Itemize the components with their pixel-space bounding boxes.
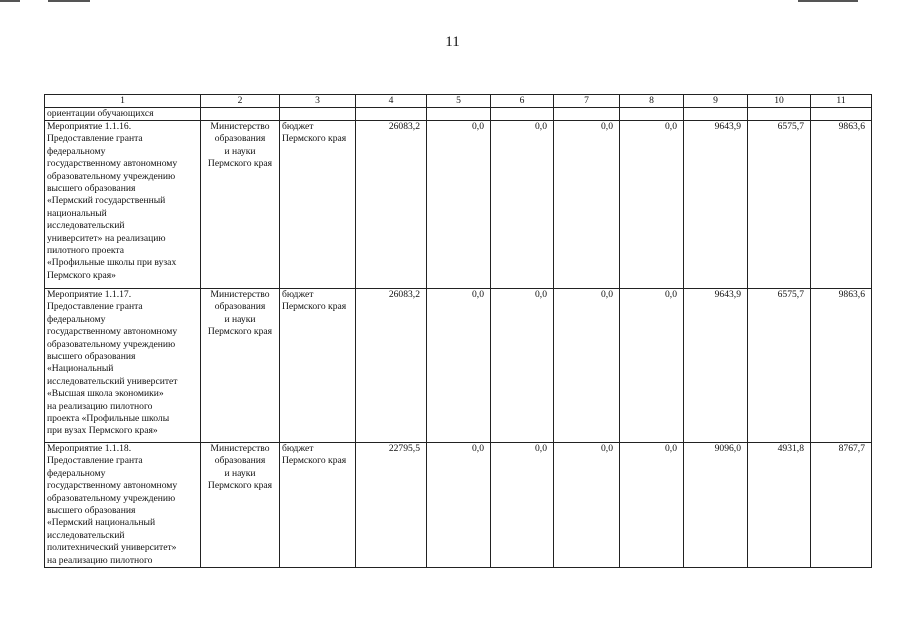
column-header-9: 9 bbox=[684, 95, 748, 108]
measure-name-line: Пермского края» bbox=[47, 269, 116, 281]
table-body bbox=[45, 95, 872, 568]
column-header-8: 8 bbox=[620, 95, 684, 108]
funding-source-line: Пермского края bbox=[282, 133, 347, 145]
measure-name-line: при вузах Пермского края» bbox=[47, 425, 158, 437]
executor-line: Министерство bbox=[210, 121, 270, 132]
continuation-row bbox=[45, 108, 872, 121]
measure-name-line: «Пермский национальный bbox=[47, 517, 156, 529]
measure-name-line: Предоставление гранта bbox=[47, 455, 143, 467]
measure-name-line: «Национальный bbox=[47, 363, 114, 375]
page-number: 11 bbox=[445, 34, 460, 50]
column-header-4: 4 bbox=[356, 95, 427, 108]
measure-name-line: федеральному bbox=[47, 467, 106, 479]
value-col-7: 0,0 bbox=[554, 289, 620, 443]
measure-name-line: высшего образования bbox=[47, 505, 136, 517]
value-col-9: 9096,0 bbox=[684, 443, 748, 568]
measure-name-line: на реализацию пилотного bbox=[47, 554, 153, 566]
measure-name bbox=[45, 443, 201, 568]
column-header-2: 2 bbox=[201, 95, 280, 108]
table-row bbox=[45, 289, 872, 443]
funding-source bbox=[280, 121, 356, 289]
measure-name-line: федеральному bbox=[47, 145, 106, 157]
column-header-10: 10 bbox=[748, 95, 811, 108]
funding-source-line: Пермского края bbox=[282, 301, 347, 313]
executor bbox=[201, 289, 280, 443]
measure-name-line: федеральному bbox=[47, 313, 106, 325]
continuation-text: ориентации обучающихся bbox=[45, 108, 201, 121]
scan-top-edge bbox=[0, 0, 905, 3]
funding-source-line: Пермского края bbox=[282, 455, 347, 467]
table-row bbox=[45, 121, 872, 289]
value-col-10: 6575,7 bbox=[748, 121, 811, 289]
measure-name-line: «Профильные школы при вузах bbox=[47, 257, 177, 269]
value-col-11: 9863,6 bbox=[811, 121, 872, 289]
scan-edge-segment bbox=[48, 0, 90, 2]
value-col-6: 0,0 bbox=[491, 121, 554, 289]
measure-name-line: «Пермский государственный bbox=[47, 195, 166, 207]
budget-table bbox=[44, 94, 872, 568]
value-col-4: 22795,5 bbox=[356, 443, 427, 568]
measure-name-line: исследовательский bbox=[47, 529, 125, 541]
measure-name-line: «Высшая школа экономики» bbox=[47, 388, 164, 400]
value-col-9: 9643,9 bbox=[684, 289, 748, 443]
value-col-8: 0,0 bbox=[620, 289, 684, 443]
value-col-6: 0,0 bbox=[491, 443, 554, 568]
measure-name-line: Мероприятие 1.1.16. bbox=[47, 121, 132, 132]
measure-name-line: государственному автономному bbox=[47, 480, 178, 492]
measure-name-line: Предоставление гранта bbox=[47, 301, 143, 313]
measure-name-line: политехнический университет» bbox=[47, 542, 177, 554]
value-col-7: 0,0 bbox=[554, 443, 620, 568]
executor-line: Пермского края bbox=[207, 158, 273, 170]
column-number-row bbox=[45, 95, 872, 108]
measure-name-line: университет» на реализацию bbox=[47, 232, 166, 244]
measure-name-line: Предоставление гранта bbox=[47, 133, 143, 145]
value-col-4: 26083,2 bbox=[356, 289, 427, 443]
table-row bbox=[45, 443, 872, 568]
executor-line: образования bbox=[214, 455, 266, 467]
measure-name-line: на реализацию пилотного bbox=[47, 400, 153, 412]
value-col-11: 8767,7 bbox=[811, 443, 872, 568]
measure-name-line: образовательному учреждению bbox=[47, 492, 176, 504]
value-col-5: 0,0 bbox=[427, 289, 491, 443]
measure-name-line: государственному автономному bbox=[47, 158, 178, 170]
value-col-9: 9643,9 bbox=[684, 121, 748, 289]
executor-line: Министерство bbox=[210, 443, 270, 454]
value-col-8: 0,0 bbox=[620, 121, 684, 289]
value-col-11: 9863,6 bbox=[811, 289, 872, 443]
funding-source bbox=[280, 443, 356, 568]
measure-name-line: национальный bbox=[47, 207, 107, 219]
executor-line: и науки bbox=[224, 145, 256, 157]
column-header-3: 3 bbox=[280, 95, 356, 108]
funding-source bbox=[280, 289, 356, 443]
column-header-6: 6 bbox=[491, 95, 554, 108]
executor-line: образования bbox=[214, 301, 266, 313]
column-header-7: 7 bbox=[554, 95, 620, 108]
executor-line: и науки bbox=[224, 313, 256, 325]
funding-source-line: бюджет bbox=[282, 443, 314, 454]
measure-name-line: исследовательский университет bbox=[47, 375, 178, 387]
value-col-4: 26083,2 bbox=[356, 121, 427, 289]
funding-source-line: бюджет bbox=[282, 121, 314, 132]
column-header-11: 11 bbox=[811, 95, 872, 108]
scan-edge-segment bbox=[798, 0, 858, 2]
executor bbox=[201, 443, 280, 568]
measure-name-line: пилотного проекта bbox=[47, 245, 124, 257]
executor-line: Пермского края bbox=[207, 480, 273, 492]
measure-name-line: образовательному учреждению bbox=[47, 338, 176, 350]
executor-line: образования bbox=[214, 133, 266, 145]
value-col-5: 0,0 bbox=[427, 443, 491, 568]
value-col-10: 4931,8 bbox=[748, 443, 811, 568]
executor bbox=[201, 121, 280, 289]
funding-source-line: бюджет bbox=[282, 289, 314, 300]
value-col-5: 0,0 bbox=[427, 121, 491, 289]
measure-name-line: высшего образования bbox=[47, 351, 136, 363]
scan-edge-segment bbox=[0, 0, 20, 2]
measure-name bbox=[45, 289, 201, 443]
measure-name-line: Мероприятие 1.1.18. bbox=[47, 443, 132, 454]
measure-name-line: исследовательский bbox=[47, 220, 125, 232]
measure-name bbox=[45, 121, 201, 289]
measure-name-line: Мероприятие 1.1.17. bbox=[47, 289, 132, 300]
executor-line: и науки bbox=[224, 467, 256, 479]
column-header-1: 1 bbox=[45, 95, 201, 108]
value-col-6: 0,0 bbox=[491, 289, 554, 443]
executor-line: Пермского края bbox=[207, 326, 273, 338]
executor-line: Министерство bbox=[210, 289, 270, 300]
column-header-5: 5 bbox=[427, 95, 491, 108]
measure-name-line: проекта «Профильные школы bbox=[47, 413, 170, 425]
measure-name-line: государственному автономному bbox=[47, 326, 178, 338]
value-col-8: 0,0 bbox=[620, 443, 684, 568]
measure-name-line: образовательному учреждению bbox=[47, 170, 176, 182]
value-col-7: 0,0 bbox=[554, 121, 620, 289]
measure-name-line: высшего образования bbox=[47, 183, 136, 195]
value-col-10: 6575,7 bbox=[748, 289, 811, 443]
